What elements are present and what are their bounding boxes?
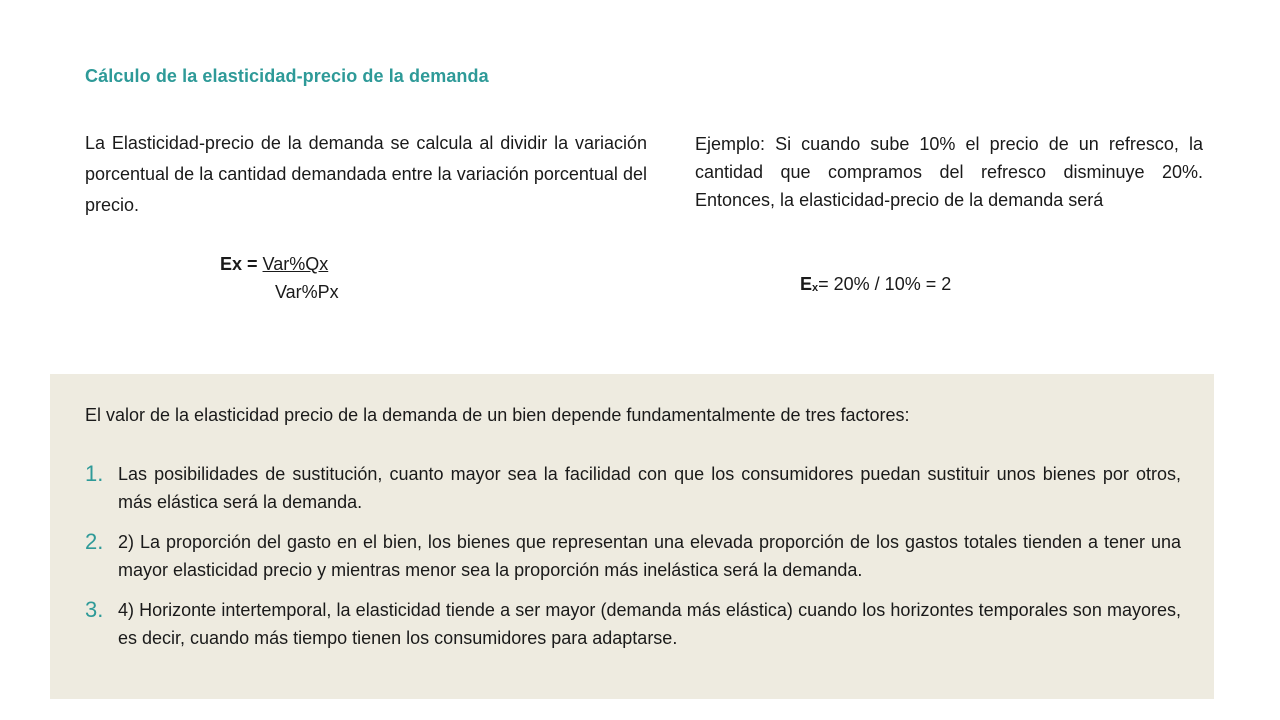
- factor-item: [85, 596, 1181, 652]
- factor-list: [85, 460, 1181, 664]
- factor-text: Las posibilidades de sustitución, cuanto mayor sea la facilidad con que los consumidores puedan sustituir unos bienes por otros, más elástica será la demanda.: [118, 464, 1181, 512]
- example-paragraph: Ejemplo: Si cuando sube 10% el precio de un refresco, la cantidad que compramos del refresco disminuye 20%. Entonces, la elasticidad-precio de la demanda será: [695, 134, 1203, 210]
- factor-item: [85, 460, 1181, 516]
- slide-title: Cálculo de la elasticidad-precio de la demanda: [85, 66, 489, 87]
- factor-text: 4) Horizonte intertemporal, la elasticidad tiende a ser mayor (demanda más elástica) cuando los horizontes temporales son mayores, es decir, cuando más tiempo tienen los consumidores para adaptarse.: [118, 600, 1181, 648]
- factor-number: 2.: [85, 529, 104, 554]
- factor-item: [85, 528, 1181, 584]
- result-expression: = 20% / 10% = 2: [818, 274, 952, 294]
- result-subscript: x: [812, 282, 819, 294]
- formula-lhs: Ex =: [220, 254, 263, 274]
- example-section: [695, 130, 1203, 214]
- factor-number: 3.: [85, 597, 104, 622]
- definition-paragraph: La Elasticidad-precio de la demanda se calcula al dividir la variación porcentual de la cantidad demandada entre la variación porcentual del precio.: [85, 133, 647, 215]
- definition-section: [85, 128, 647, 221]
- elasticity-formula: [220, 250, 339, 306]
- factor-text: 2) La proporción del gasto en el bien, los bienes que representan una elevada proporción de los gastos totales tienden a tener una mayor elasticidad precio y mientras menor sea la proporción más inelástica será la demanda.: [118, 532, 1181, 580]
- factor-number: 1.: [85, 461, 104, 486]
- formula-denominator: Var%Px: [275, 282, 339, 302]
- result-symbol: E: [800, 274, 813, 294]
- factors-panel: [50, 374, 1214, 699]
- formula-numerator: Var%Qx: [262, 254, 329, 274]
- factors-intro: El valor de la elasticidad precio de la demanda de un bien depende fundamentalmente de tres factores:: [85, 405, 910, 425]
- example-result: [800, 274, 951, 295]
